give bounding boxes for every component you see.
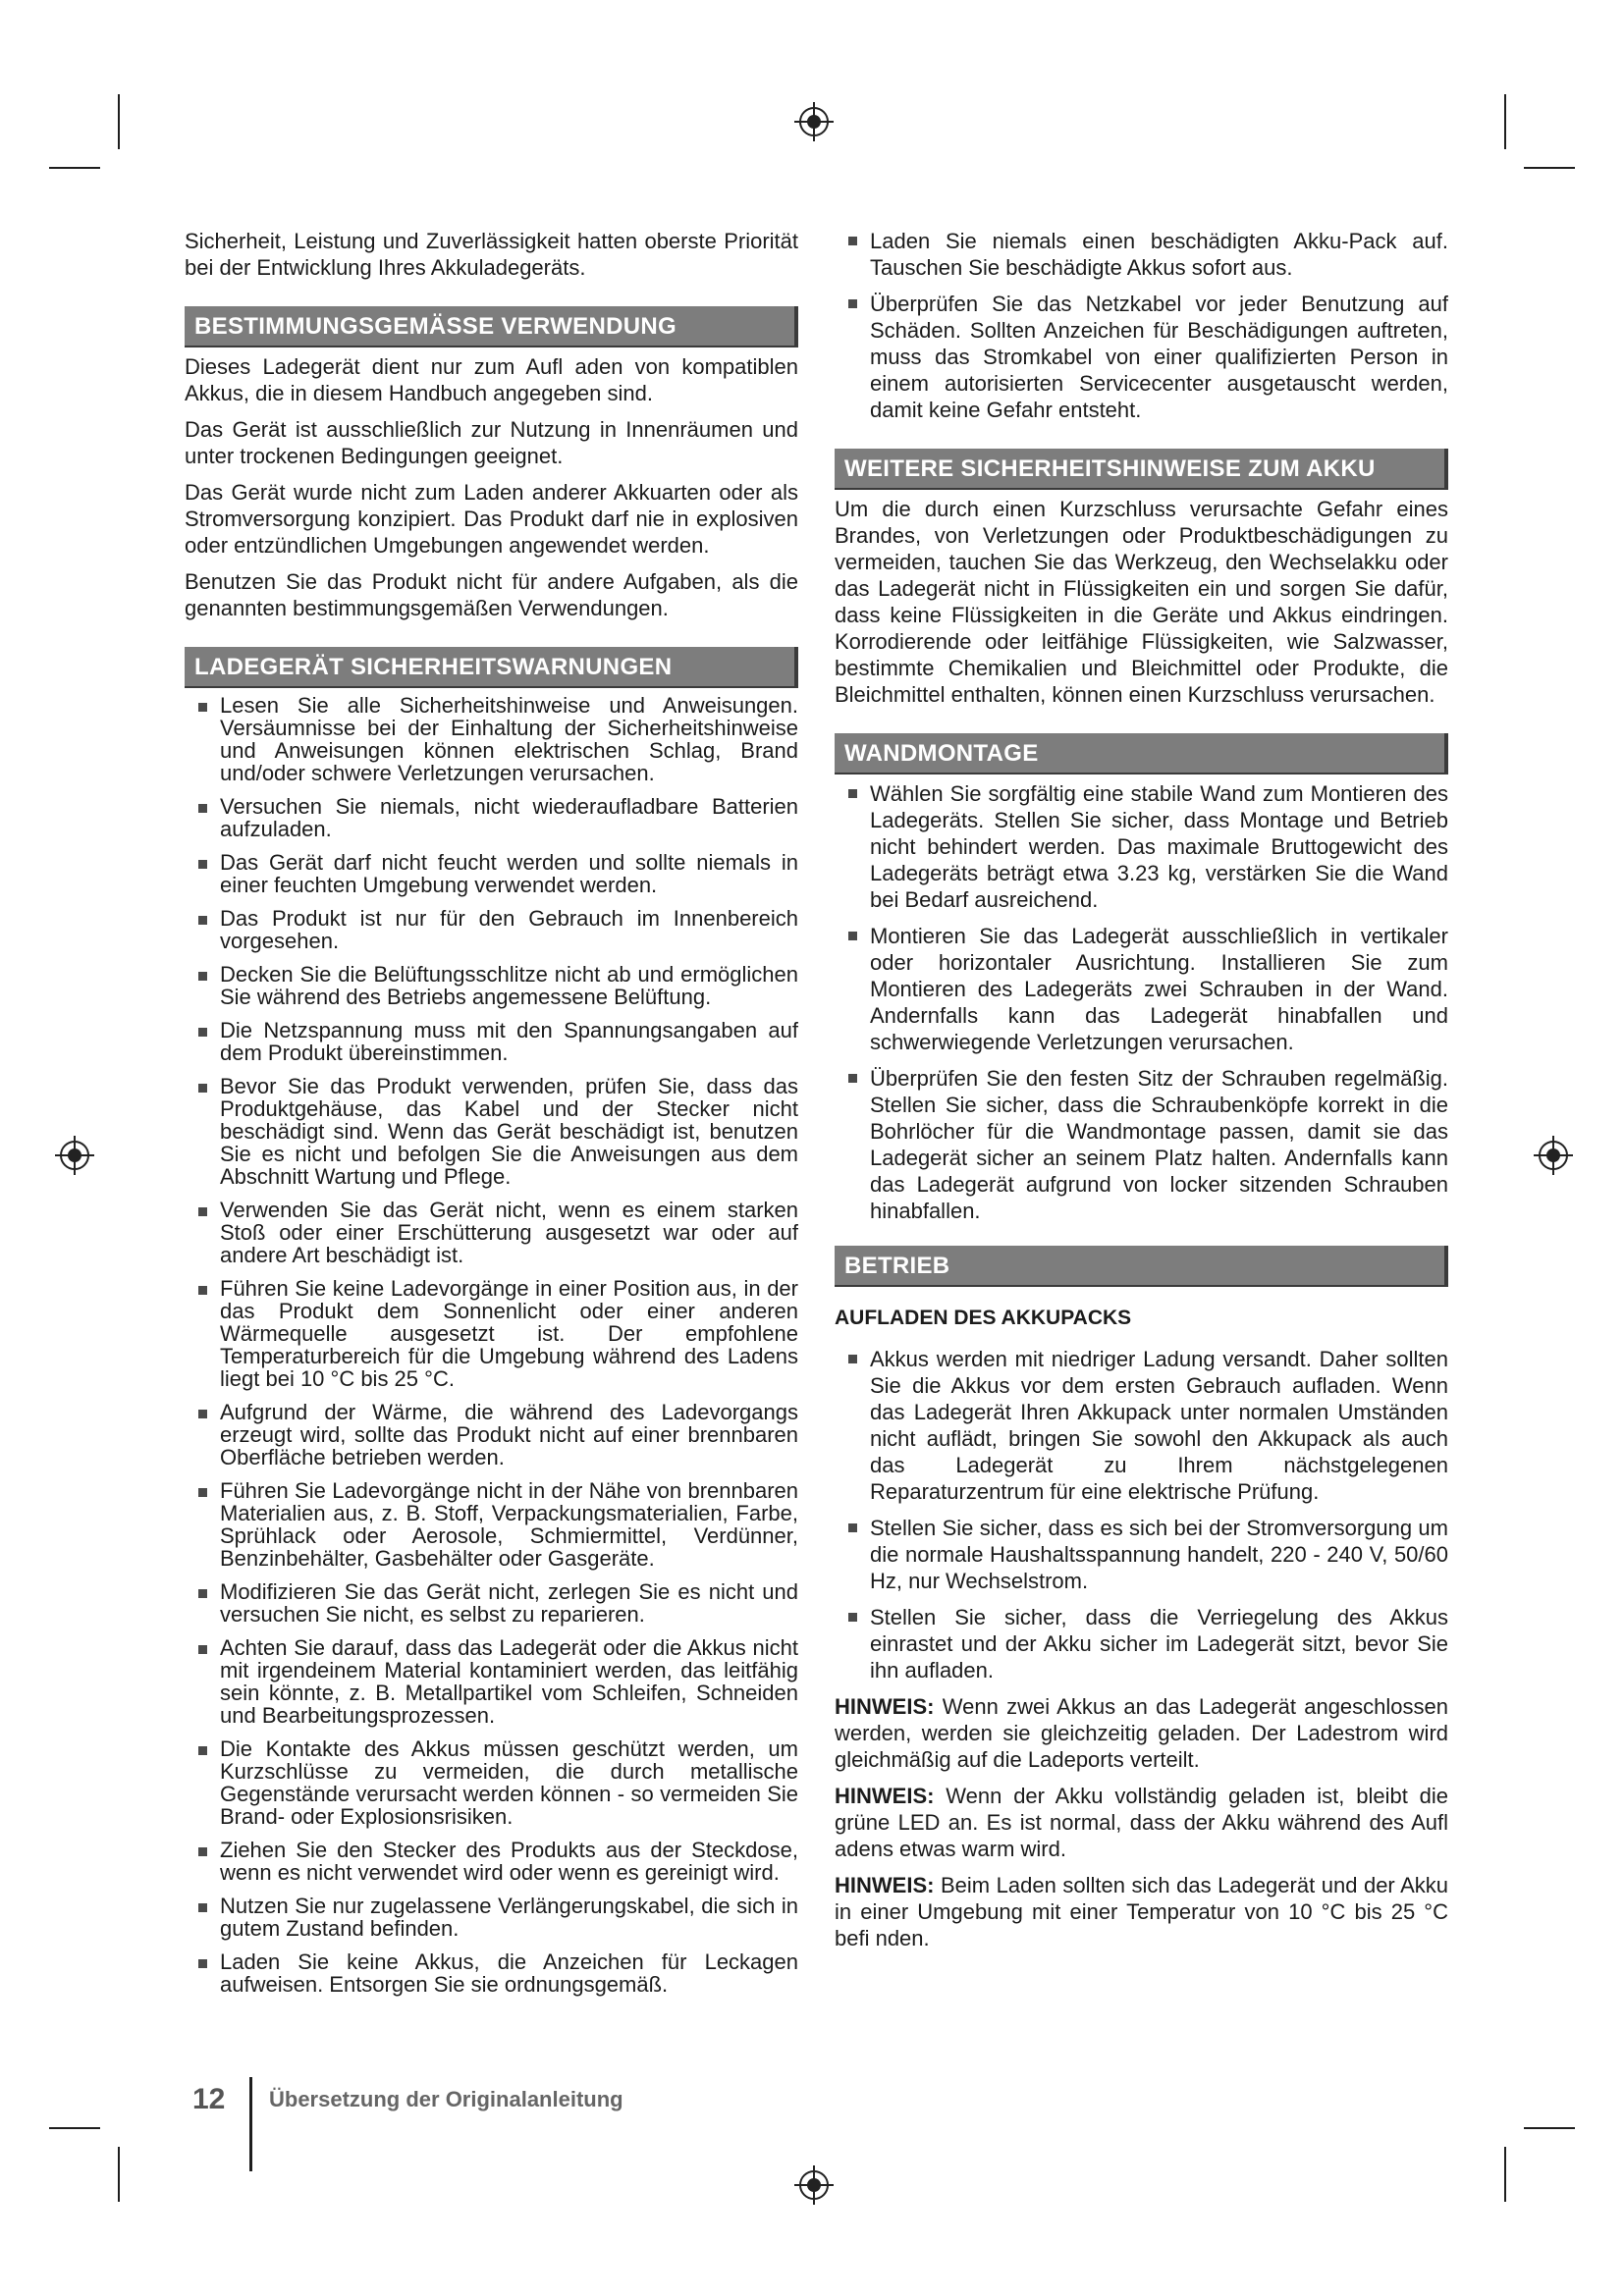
crop-mark <box>49 167 100 169</box>
list-item: Stellen Sie sicher, dass die Verriegelung des Akkus einrastet und der Akku sicher im Ladegerät sitzt, bevor Sie ihn aufladen. <box>870 1605 1448 1682</box>
list-item: Bevor Sie das Produkt verwenden, prüfen Sie, dass das Produktgehäuse, das Kabel und der Stecker nicht beschädigt sind. Wenn das Gerät beschädigt ist, benutzen Sie es nicht und befolgen Sie die Anweisungen aus dem Abschnitt Wartung und Pflege. <box>220 1074 798 1189</box>
note-label: HINWEIS: <box>835 1784 935 1808</box>
list-item: Das Gerät darf nicht feucht werden und sollte niemals in einer feuchten Umgebung verwendet werden. <box>220 850 798 897</box>
crop-mark <box>1504 2147 1506 2202</box>
note-label: HINWEIS: <box>835 1873 935 1897</box>
list-item: Führen Sie keine Ladevorgänge in einer Position aus, in der das Produkt dem Sonnenlicht oder einer anderen Wärmequelle ausgesetzt ist. Der empfohlene Temperaturbereich für die Umgebung während des Ladens liegt bei 10 °C bis 25 °C. <box>220 1276 798 1391</box>
list-item: Ziehen Sie den Stecker des Produkts aus der Steckdose, wenn es nicht verwendet wird oder wenn es gereinigt wird. <box>220 1838 798 1885</box>
charger-safety-list-continued <box>835 228 1448 423</box>
paragraph: Um die durch einen Kurzschluss verursachte Gefahr eines Brandes, von Verletzungen oder Produktbeschädigungen zu vermeiden, tauchen Sie das Werkzeug, den Wechselakku oder das Ladegerät nicht in Flüssigkeiten ein und sorgen Sie dafür, dass keine Flüssigkeiten in die Geräte und Akkus eindringen. Korrodierende oder leitfähige Flüssigkeiten, wie Salzwasser, bestimmte Chemikalien und Bleichmittel oder Produkte, die Bleichmittel enthalten, können einen Kurzschluss verursachen. <box>835 497 1448 707</box>
list-item: Laden Sie niemals einen beschädigten Akku-Pack auf. Tauschen Sie beschädigte Akkus sofort aus. <box>870 229 1448 280</box>
crop-mark <box>1504 94 1506 149</box>
subheading-charging-battery-pack: AUFLADEN DES AKKUPACKS <box>835 1307 1132 1329</box>
crop-mark <box>49 2127 100 2129</box>
list-item: Überprüfen Sie den festen Sitz der Schrauben regelmäßig. Stellen Sie sicher, dass die Schraubenköpfe korrekt in die Bohrlöcher für die Wandmontage passen, damit sie das Ladegerät sicher an seinem Platz halten. Andernfalls kann das Ladegerät aufgrund von locker sitzenden Schrauben hinabfallen. <box>870 1066 1448 1223</box>
list-item: Überprüfen Sie das Netzkabel vor jeder Benutzung auf Schäden. Sollten Anzeichen für Beschädigungen auftreten, muss das Stromkabel von einer qualifizierten Person in einem autorisierten Servicecenter ausgetauscht werden, damit keine Gefahr entsteht. <box>870 292 1448 422</box>
list-item: Montieren Sie das Ladegerät ausschließlich in vertikaler oder horizontaler Ausrichtung. Installieren Sie zum Montieren des Ladegeräts zwei Schrauben in der Wand. Andernfalls kann das Ladegerät hinabfallen und schwerwiegende Verletzungen verursachen. <box>870 924 1448 1054</box>
crop-mark <box>1524 2127 1575 2129</box>
wall-mounting-list <box>835 780 1448 1224</box>
section-heading-charger-safety: LADEGERÄT SICHERHEITSWARNUNGEN <box>185 647 798 688</box>
list-item: Achten Sie darauf, dass das Ladegerät oder die Akkus nicht mit irgendeinem Material kontaminiert werden, das leitfähig sein könnte, z. B. Metallpartikel vom Schleifen, Schneiden und Bearbeitungsprozessen. <box>220 1635 798 1728</box>
crop-mark <box>118 2147 120 2202</box>
list-item: Decken Sie die Belüftungsschlitze nicht ab und ermöglichen Sie während des Betriebs angemessene Belüftung. <box>220 962 798 1009</box>
registration-mark-icon <box>792 100 836 143</box>
list-item: Die Kontakte des Akkus müssen geschützt werden, um Kurzschlüsse zu vermeiden, die durch metallische Gegenstände verursacht werden können - so vermeiden Sie Brand- oder Explosionsrisiken. <box>220 1736 798 1829</box>
charger-safety-list <box>185 694 798 1996</box>
note-label: HINWEIS: <box>835 1694 935 1719</box>
page-number: 12 <box>192 2083 226 2115</box>
section-heading-wall-mounting: WANDMONTAGE <box>835 733 1448 774</box>
registration-mark-icon <box>792 2163 836 2207</box>
list-item: Führen Sie Ladevorgänge nicht in der Nähe von brennbaren Materialien aus, z. B. Stoff, Verpackungsmaterialien, Farbe, Sprühlack oder Aerosole, Schmiermittel, Verdünner, Benzinbehälter, Gasbehälter oder Gasgeräte. <box>220 1478 798 1571</box>
list-item: Verwenden Sie das Gerät nicht, wenn es einem starken Stoß oder einer Erschütterung ausgesetzt war oder auf andere Art beschädigt ist. <box>220 1198 798 1267</box>
section-heading-operation: BETRIEB <box>835 1246 1448 1287</box>
paragraph: Benutzen Sie das Produkt nicht für andere Aufgaben, als die genannten bestimmungsgemäßen Verwendungen. <box>185 569 798 620</box>
right-column <box>835 228 1448 1961</box>
paragraph: Das Gerät ist ausschließlich zur Nutzung in Innenräumen und unter trockenen Bedingungen geeignet. <box>185 417 798 468</box>
note-text: Beim Laden sollten sich das Ladegerät und der Akku in einer Umgebung mit einer Temperatur von 10 °C bis 25 °C befi nden. <box>835 1873 1448 1950</box>
section-heading-intended-use: BESTIMMUNGSGEMÄSSE VERWENDUNG <box>185 306 798 347</box>
list-item: Nutzen Sie nur zugelassene Verlängerungskabel, die sich in gutem Zustand befinden. <box>220 1894 798 1941</box>
note-paragraph <box>835 1872 1448 1951</box>
list-item: Aufgrund der Wärme, die während des Ladevorgangs erzeugt wird, sollte das Produkt nicht auf einer brennbaren Oberfläche betrieben werden. <box>220 1400 798 1469</box>
note-paragraph <box>835 1693 1448 1773</box>
list-item: Die Netzspannung muss mit den Spannungsangaben auf dem Produkt übereinstimmen. <box>220 1018 798 1065</box>
note-paragraph <box>835 1783 1448 1862</box>
note-text: Wenn der Akku vollständig geladen ist, bleibt die grüne LED an. Es ist normal, dass der Akku während des Aufl adens etwas warm wird. <box>835 1784 1448 1861</box>
list-item: Wählen Sie sorgfältig eine stabile Wand zum Montieren des Ladegeräts. Stellen Sie sicher, dass Montage und Betrieb nicht behindert werden. Das maximale Bruttogewicht des Ladegeräts beträgt etwa 3.23 kg, verstärken Sie die Wand bei Bedarf ausreichend. <box>870 781 1448 912</box>
section-heading-battery-safety: WEITERE SICHERHEITSHINWEISE ZUM AKKU <box>835 449 1448 490</box>
list-item: Das Produkt ist nur für den Gebrauch im Innenbereich vorgesehen. <box>220 906 798 953</box>
list-item: Lesen Sie alle Sicherheitshinweise und Anweisungen. Versäumnisse bei der Einhaltung der Sicherheitshinweise und Anweisungen können elektrischen Schlag, Brand und/oder schwere Verletzungen verursachen. <box>220 693 798 785</box>
registration-mark-icon <box>1532 1134 1575 1177</box>
intro-paragraph: Sicherheit, Leistung und Zuverlässigkeit hatten oberste Priorität bei der Entwicklung Ihres Akkuladegeräts. <box>185 229 798 280</box>
registration-mark-icon <box>53 1134 96 1177</box>
operation-list <box>835 1346 1448 1683</box>
list-item: Akkus werden mit niedriger Ladung versandt. Daher sollten Sie die Akkus vor dem ersten Gebrauch aufladen. Wenn das Ladegerät Ihren Akkupack unter normalen Umständen nicht auflädt, bringen Sie sowohl den Akkupack als auch das Ladegerät zu Ihrem nächstgelegenen Reparaturzentrum für eine elektrische Prüfung. <box>870 1347 1448 1504</box>
paragraph: Das Gerät wurde nicht zum Laden anderer Akkuarten oder als Stromversorgung konzipiert. Das Produkt darf nie in explosiven oder entzündlichen Umgebungen angewendet werden. <box>185 480 798 558</box>
list-item: Stellen Sie sicher, dass es sich bei der Stromversorgung um die normale Haushaltsspannung handelt, 220 - 240 V, 50/60 Hz, nur Wechselstrom. <box>870 1516 1448 1593</box>
footer-divider <box>249 2077 252 2171</box>
crop-mark <box>1524 167 1575 169</box>
list-item: Laden Sie keine Akkus, die Anzeichen für Leckagen aufweisen. Entsorgen Sie sie ordnungsgemäß. <box>220 1949 798 1997</box>
left-column <box>185 228 798 2006</box>
list-item: Versuchen Sie niemals, nicht wiederaufladbare Batterien aufzuladen. <box>220 794 798 841</box>
list-item: Modifizieren Sie das Gerät nicht, zerlegen Sie es nicht und versuchen Sie nicht, es selbst zu reparieren. <box>220 1579 798 1627</box>
paragraph: Dieses Ladegerät dient nur zum Aufl aden von kompatiblen Akkus, die in diesem Handbuch angegeben sind. <box>185 354 798 405</box>
crop-mark <box>118 94 120 149</box>
footer-text: Übersetzung der Originalanleitung <box>269 2087 623 2111</box>
note-text: Wenn zwei Akkus an das Ladegerät angeschlossen werden, werden sie gleichzeitig geladen. Der Ladestrom wird gleichmäßig auf die Ladeports verteilt. <box>835 1694 1448 1772</box>
